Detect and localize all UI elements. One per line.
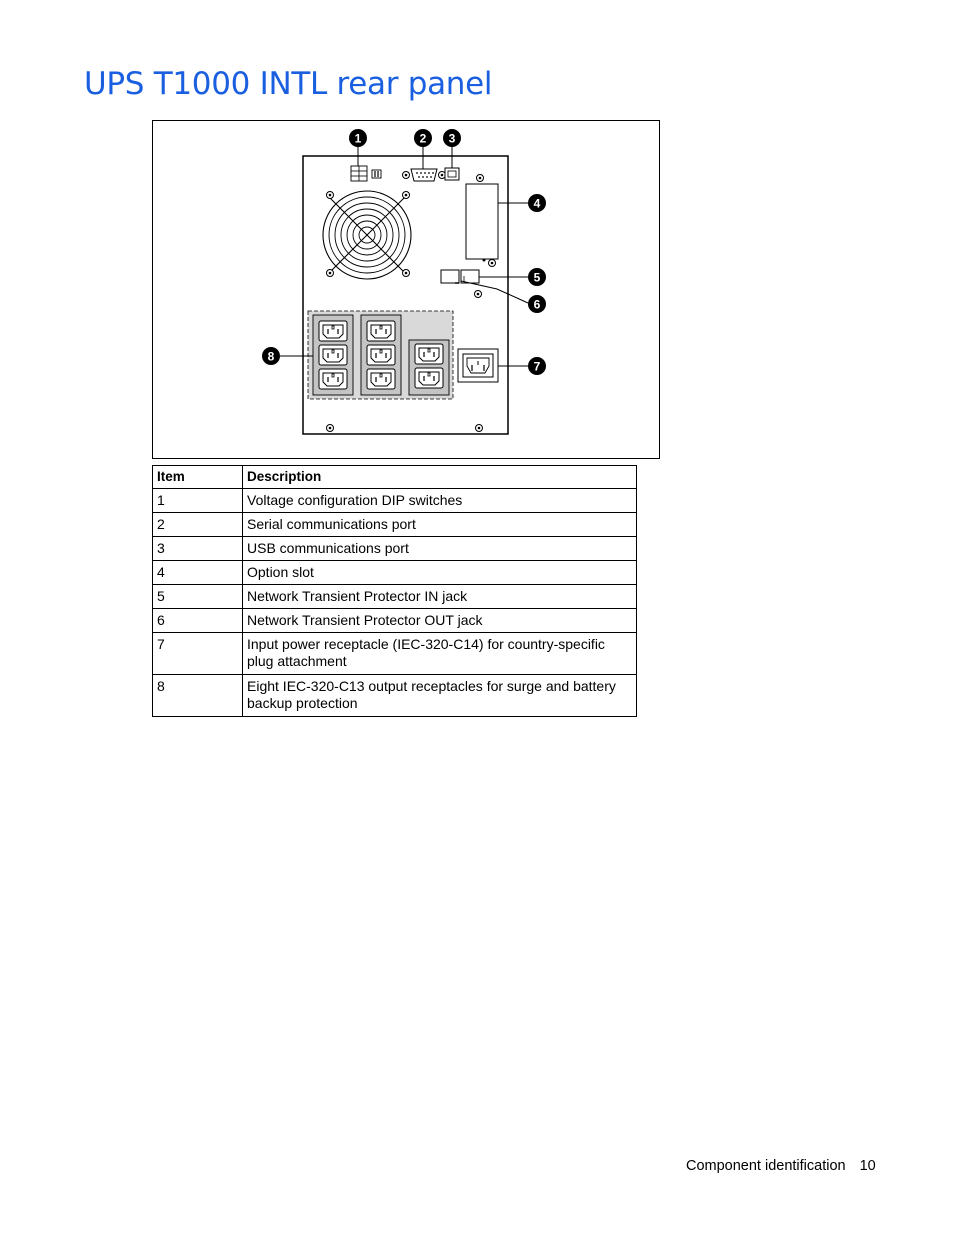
svg-text:4: 4 [533, 196, 541, 211]
item-description: Network Transient Protector IN jack [243, 585, 637, 609]
item-description: Voltage configuration DIP switches [243, 489, 637, 513]
svg-text:6: 6 [533, 297, 541, 312]
item-description: USB communications port [243, 537, 637, 561]
item-description: Option slot [243, 561, 637, 585]
svg-text:1: 1 [354, 131, 362, 146]
column-header-description: Description [243, 466, 637, 489]
footer-section-title: Component identification [686, 1158, 846, 1174]
item-number: 7 [153, 633, 243, 675]
svg-text:8: 8 [267, 349, 275, 364]
page-number: 10 [859, 1158, 876, 1174]
item-number: 6 [153, 609, 243, 633]
item-description: Serial communications port [243, 513, 637, 537]
table-row [153, 489, 637, 513]
callout-4 [528, 194, 546, 212]
item-number: 2 [153, 513, 243, 537]
callout-8 [262, 347, 280, 365]
column-header-item: Item [153, 466, 243, 489]
item-number: 3 [153, 537, 243, 561]
svg-text:3: 3 [448, 131, 456, 146]
item-description: Network Transient Protector OUT jack [243, 609, 637, 633]
page-title: UPS T1000 INTL rear panel [84, 66, 493, 102]
page-footer [686, 1158, 876, 1174]
output-receptacles [308, 311, 453, 399]
table-row [153, 513, 637, 537]
fan-grille [323, 191, 411, 279]
callout-2 [414, 129, 432, 147]
table-row [153, 561, 637, 585]
table-header-row [153, 466, 637, 489]
item-number: 5 [153, 585, 243, 609]
component-table [152, 465, 637, 717]
table-row [153, 585, 637, 609]
callout-1 [349, 129, 367, 147]
table-row [153, 609, 637, 633]
item-number: 1 [153, 489, 243, 513]
callout-5 [528, 268, 546, 286]
callout-3 [443, 129, 461, 147]
item-number: 8 [153, 675, 243, 717]
callout-7 [528, 357, 546, 375]
usb-port [445, 168, 459, 180]
table-row [153, 633, 637, 675]
item-description: Input power receptacle (IEC-320-C14) for country-specific plug attachment [243, 633, 637, 675]
svg-text:2: 2 [419, 131, 427, 146]
table-row [153, 675, 637, 717]
svg-text:7: 7 [533, 359, 541, 374]
rear-panel-diagram [153, 121, 659, 458]
rear-panel-figure [152, 120, 660, 459]
callout-6 [528, 295, 546, 313]
svg-text:5: 5 [533, 270, 541, 285]
item-description: Eight IEC-320-C13 output receptacles for surge and battery backup protection [243, 675, 637, 717]
item-number: 4 [153, 561, 243, 585]
table-row [153, 537, 637, 561]
input-receptacle [458, 349, 498, 382]
option-slot [466, 175, 498, 267]
